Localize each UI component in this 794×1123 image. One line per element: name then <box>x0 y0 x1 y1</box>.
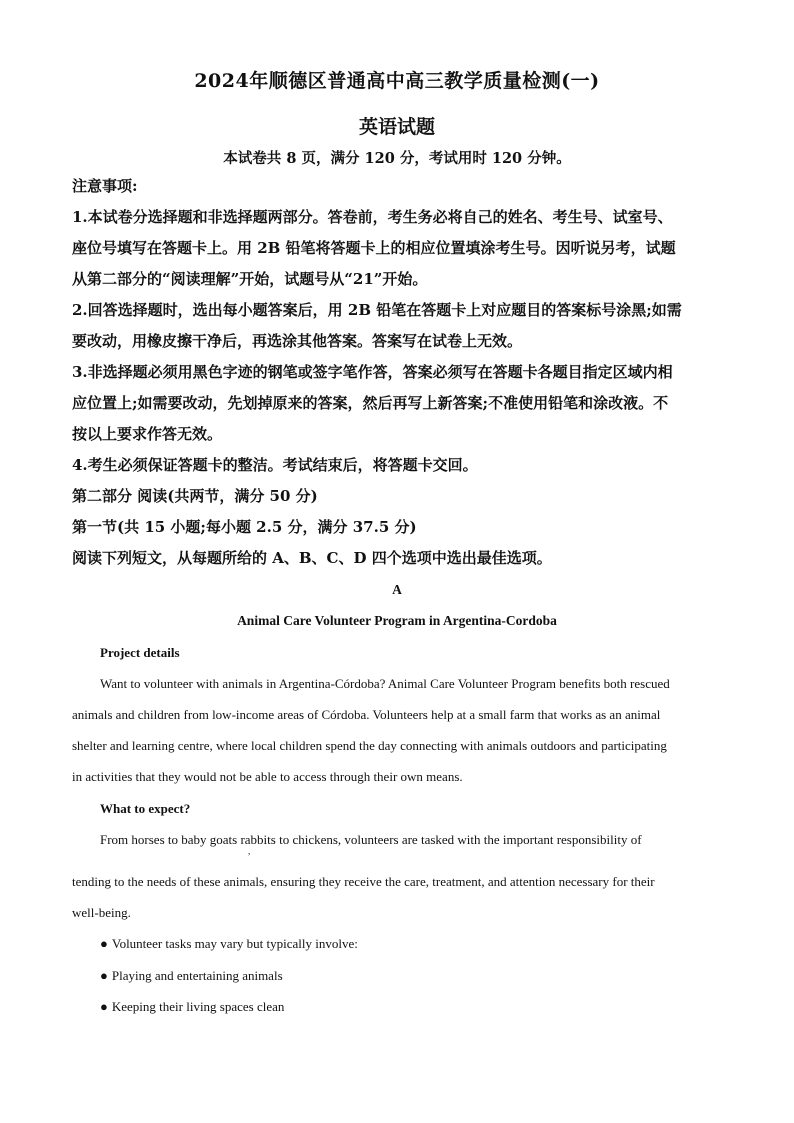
exam-info: 本试卷共 8 页，满分 120 分，考试用时 120 分钟。 <box>223 150 571 167</box>
notice-heading: 注意事项: <box>72 177 138 195</box>
paragraph-line: shelter and learning centre, where local children spend the day connecting with animals outdoors and participating <box>72 738 667 753</box>
notice-line: 按以上要求作答无效。 <box>72 425 223 443</box>
bullet-text: Playing and entertaining animals <box>111 968 283 983</box>
notice-line: 4.考生必须保证答题卡的整洁。考试结束后，将答题卡交回。 <box>72 456 478 474</box>
paragraph-line: well-being. <box>72 905 131 920</box>
bullet-text: Keeping their living spaces clean <box>111 999 285 1014</box>
bullet-item <box>100 928 750 959</box>
passage-title: Animal Care Volunteer Program in Argentina-Cordoba <box>237 613 557 628</box>
heading-what-to-expect: What to expect? <box>100 801 191 816</box>
section-part: 第二部分 阅读(共两节，满分 50 分) <box>72 487 318 505</box>
notice-line: 应位置上;如需要改动，先划掉原来的答案，然后再写上新答案;不准使用铅笔和涂改液。不 <box>72 394 669 412</box>
bullet-item <box>100 960 750 991</box>
paragraph-line: From horses to baby goats rabbits to chickens, volunteers are tasked with the important responsibility of <box>100 832 642 847</box>
bullet-text: Volunteer tasks may vary but typically involve: <box>111 936 358 951</box>
notice-line: 座位号填写在答题卡上。用 2B 铅笔将答题卡上的相应位置填涂考生号。因听说另考，试题 <box>72 239 676 257</box>
notice-line: 要改动，用橡皮擦干净后，再选涂其他答案。答案写在试卷上无效。 <box>72 332 523 350</box>
bullet-icon: ● <box>100 968 108 983</box>
exam-title: 2024年顺德区普通高中高三教学质量检测(一) <box>194 70 600 92</box>
notice-line: 1.本试卷分选择题和非选择题两部分。答卷前，考生务必将自己的姓名、考生号、试室号、 <box>72 208 673 226</box>
subject-title: 英语试题 <box>358 116 435 138</box>
heading-project-details: Project details <box>100 645 180 660</box>
bullet-icon: ● <box>100 999 108 1014</box>
paragraph-line: Want to volunteer with animals in Argentina-Córdoba? Animal Care Volunteer Program benefits both rescued <box>100 676 670 691</box>
paragraph-line: in activities that they would not be able to access through their own means. <box>72 769 463 784</box>
bullet-item <box>100 991 750 1022</box>
passage-letter: A <box>392 582 402 597</box>
stray-comma: , <box>248 846 251 856</box>
paragraph-line: animals and children from low-income areas of Córdoba. Volunteers help at a small farm that works as an animal <box>72 707 661 722</box>
bullet-icon: ● <box>100 936 108 951</box>
section-instruction: 阅读下列短文，从每题所给的 A、B、C、D 四个选项中选出最佳选项。 <box>72 549 552 567</box>
section-sub: 第一节(共 15 小题;每小题 2.5 分，满分 37.5 分) <box>72 518 417 536</box>
notice-line: 2.回答选择题时，选出每小题答案后，用 2B 铅笔在答题卡上对应题目的答案标号涂黑;如需 <box>72 301 682 319</box>
paragraph-line: tending to the needs of these animals, ensuring they receive the care, treatment, and attention necessary for their <box>72 874 655 889</box>
notice-line: 从第二部分的“阅读理解”开始，试题号从“21”开始。 <box>72 270 428 288</box>
notice-line: 3.非选择题必须用黑色字迹的钢笔或签字笔作答，答案必须写在答题卡各题目指定区域内相 <box>72 363 673 381</box>
